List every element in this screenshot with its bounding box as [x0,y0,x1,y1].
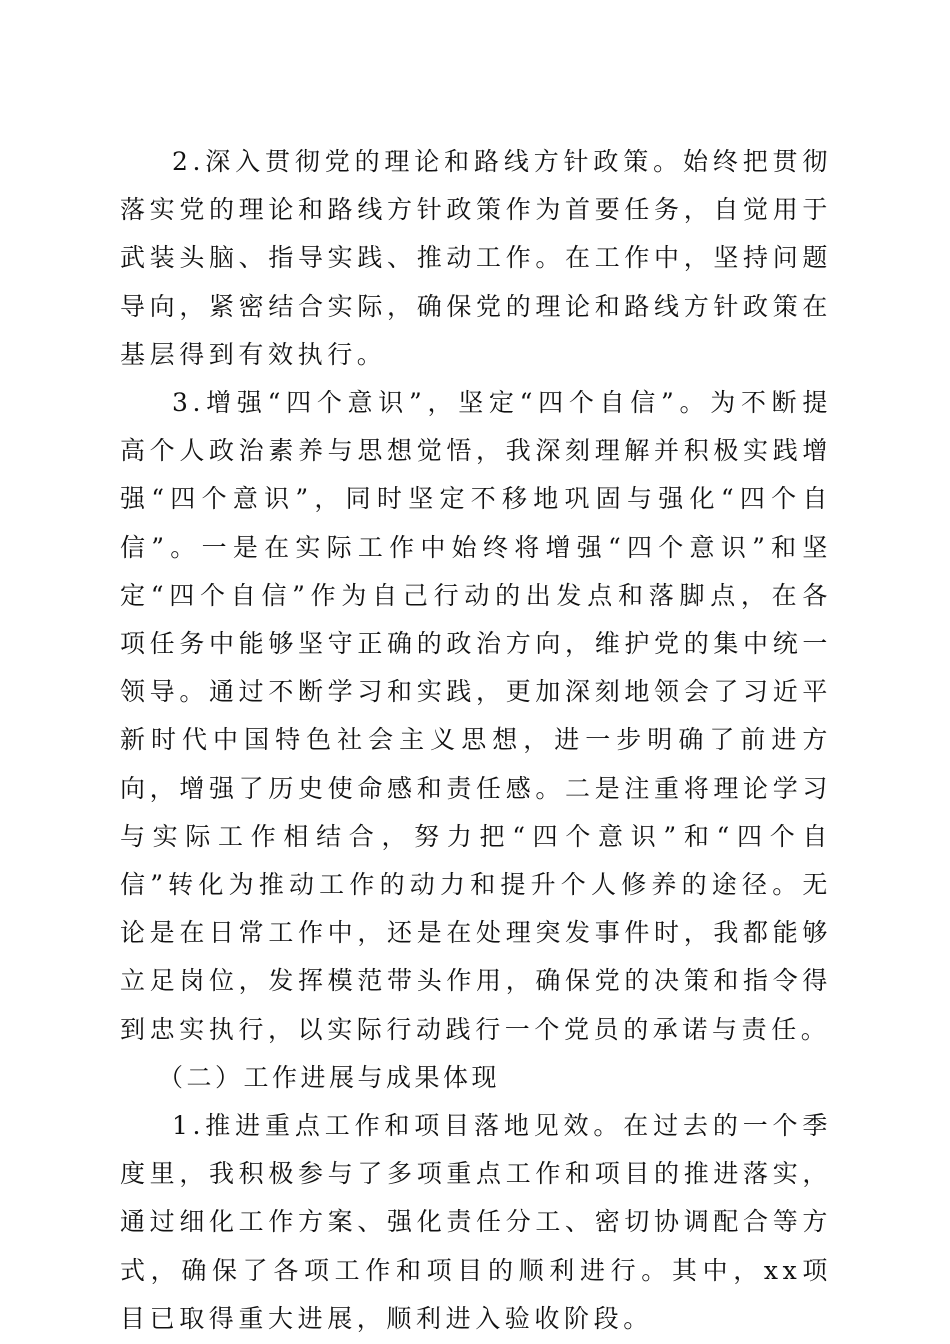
paragraph-key-projects: 1.推进重点工作和项目落地见效。在过去的一个季度里，我积极参与了多项重点工作和项目的推进落实，通过细化工作方案、强化责任分工、密切协调配合等方式，确保了各项工作和项目的顺利进行。其中，xx项目已取得重大进展，顺利进入验收阶段。 [120,1111,832,1333]
document-body [120,138,832,1343]
paragraph-four-consciousness: 3.增强“四个意识”，坚定“四个自信”。为不断提高个人政治素养与思想觉悟，我深刻理解并积极实践增强“四个意识”，同时坚定不移地巩固与强化“四个自信”。一是在实际工作中始终将增强“四个意识”和坚定“四个自信”作为自己行动的出发点和落脚点，在各项任务中能够坚守正确的政治方向，维护党的集中统一领导。通过不断学习和实践，更加深刻地领会了习近平新时代中国特色社会主义思想，进一步明确了前进方向，增强了历史使命感和责任感。二是注重将理论学习与实际工作相结合，努力把“四个意识”和“四个自信”转化为推动工作的动力和提升个人修养的途径。无论是在日常工作中，还是在处理突发事件时，我都能够立足岗位，发挥模范带头作用，确保党的决策和指令得到忠实执行，以实际行动践行一个党员的承诺与责任。 [120,388,832,1044]
paragraph-party-theory: 2.深入贯彻党的理论和路线方针政策。始终把贯彻落实党的理论和路线方针政策作为首要任务，自觉用于武装头脑、指导实践、推动工作。在工作中，坚持问题导向，紧密结合实际，确保党的理论和路线方针政策在基层得到有效执行。 [120,147,832,369]
section-heading-work-progress: （二）工作进展与成果体现 [158,1062,501,1092]
